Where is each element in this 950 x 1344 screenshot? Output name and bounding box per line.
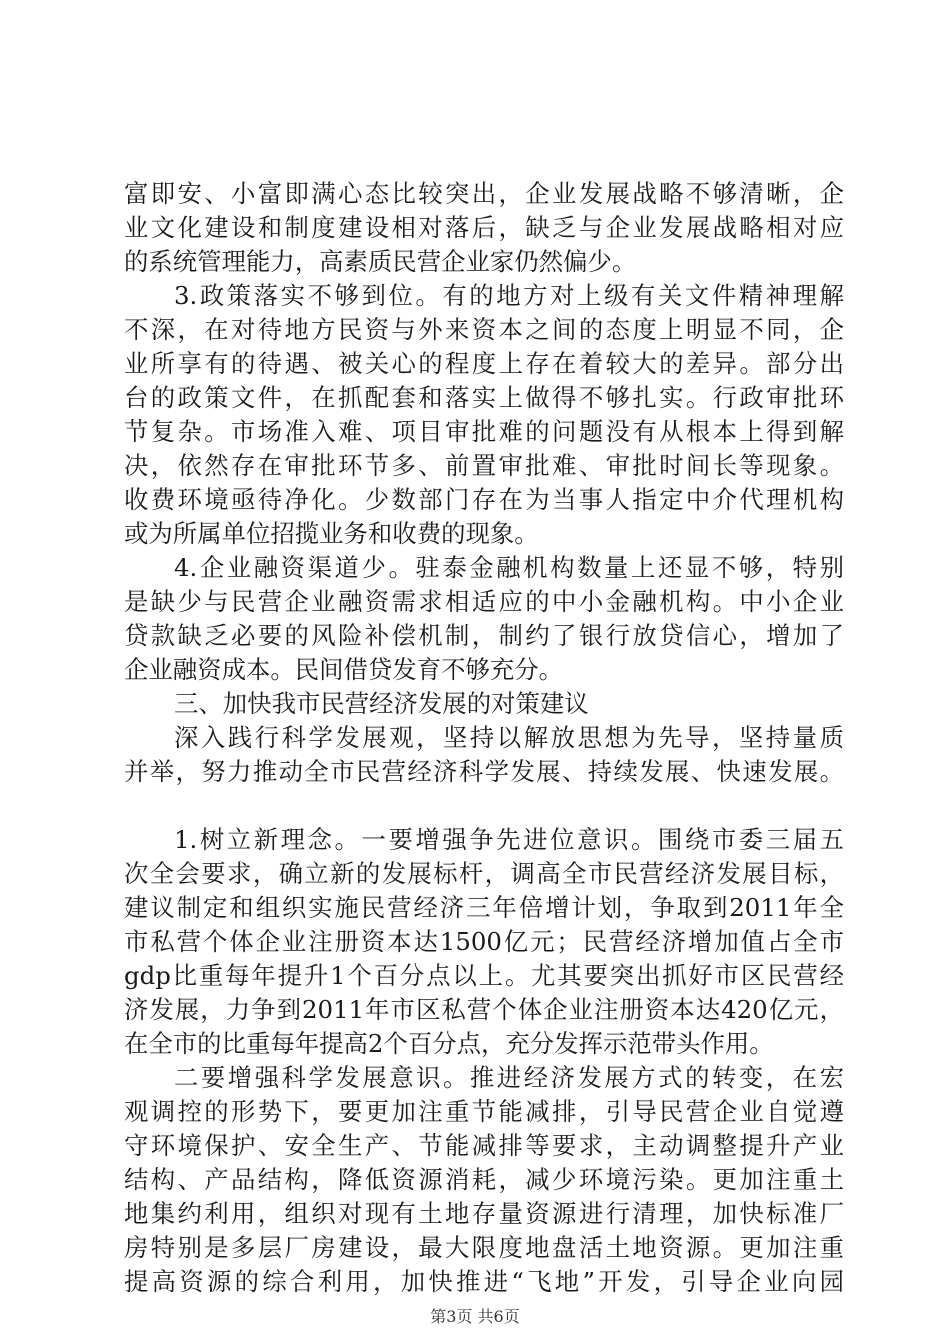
text-line: 守环境保护、安全生产、节能减排等要求，主动调整提升产业 bbox=[124, 1131, 844, 1160]
text-line: 次全会要求，确立新的发展标杆，调高全市民营经济发展目标， bbox=[124, 859, 844, 888]
text-line: 结构、产品结构，降低资源消耗，减少环境污染。更加注重土 bbox=[124, 1165, 844, 1194]
text-line: 提高资源的综合利用，加快推进“飞地”开发，引导企业向园 bbox=[124, 1267, 844, 1296]
text-line: 业所享有的待遇、被关心的程度上存在着较大的差异。部分出 bbox=[124, 349, 844, 378]
text-line: 企业融资成本。民间借贷发育不够充分。 bbox=[124, 655, 564, 684]
section-heading: 三、加快我市民营经济发展的对策建议 bbox=[174, 689, 589, 718]
text-line: 节复杂。市场准入难、项目审批难的问题没有从根本上得到解 bbox=[124, 417, 844, 446]
text-line: 济发展，力争到2011年市区私营个体企业注册资本达420亿元， bbox=[124, 995, 844, 1024]
text-line: 贷款缺乏必要的风险补偿机制，制约了银行放贷信心，增加了 bbox=[124, 621, 844, 650]
text-line: 是缺少与民营企业融资需求相适应的中小金融机构。中小企业 bbox=[124, 587, 844, 616]
text-line: 市私营个体企业注册资本达1500亿元；民营经济增加值占全市 bbox=[124, 927, 844, 956]
text-line: 房特别是多层厂房建设，最大限度地盘活土地资源。更加注重 bbox=[124, 1233, 844, 1262]
text-line: 的系统管理能力，高素质民营企业家仍然偏少。 bbox=[124, 247, 637, 276]
text-line: 富即安、小富即满心态比较突出，企业发展战略不够清晰，企 bbox=[124, 179, 844, 208]
paragraph-start-line: 二要增强科学发展意识。推进经济发展方式的转变，在宏 bbox=[174, 1063, 844, 1092]
text-line: 建议制定和组织实施民营经济三年倍增计划，争取到2011年全 bbox=[124, 893, 844, 922]
text-line: 地集约利用，组织对现有土地存量资源进行清理，加快标准厂 bbox=[124, 1199, 844, 1228]
text-line: 或为所属单位招揽业务和收费的现象。 bbox=[124, 519, 539, 548]
text-line: 在全市的比重每年提高2个百分点，充分发挥示范带头作用。 bbox=[124, 1029, 774, 1058]
text-line: 并举，努力推动全市民营经济科学发展、持续发展、快速发展。 bbox=[124, 757, 844, 786]
text-line: 观调控的形势下，要更加注重节能减排，引导民营企业自觉遵 bbox=[124, 1097, 844, 1126]
text-line: 不深，在对待地方民资与外来资本之间的态度上明显不同，企 bbox=[124, 315, 844, 344]
text-line: 台的政策文件，在抓配套和落实上做得不够扎实。行政审批环 bbox=[124, 383, 844, 412]
paragraph-start-line: 深入践行科学发展观，坚持以解放思想为先导，坚持量质 bbox=[174, 723, 844, 752]
text-line: 决，依然存在审批环节多、前置审批难、审批时间长等现象。 bbox=[124, 451, 844, 480]
paragraph-start-line: 3.政策落实不够到位。有的地方对上级有关文件精神理解 bbox=[174, 281, 844, 310]
page-footer: 第3页 共6页 bbox=[430, 1307, 520, 1326]
paragraph-start-line: 4.企业融资渠道少。驻泰金融机构数量上还显不够，特别 bbox=[174, 553, 844, 582]
paragraph-start-line: 1.树立新理念。一要增强争先进位意识。围绕市委三届五 bbox=[174, 825, 844, 854]
text-line: 收费环境亟待净化。少数部门存在为当事人指定中介代理机构 bbox=[124, 485, 844, 514]
text-line: 业文化建设和制度建设相对落后，缺乏与企业发展战略相对应 bbox=[124, 213, 844, 242]
text-line: gdp比重每年提升1个百分点以上。尤其要突出抓好市区民营经 bbox=[124, 961, 844, 990]
